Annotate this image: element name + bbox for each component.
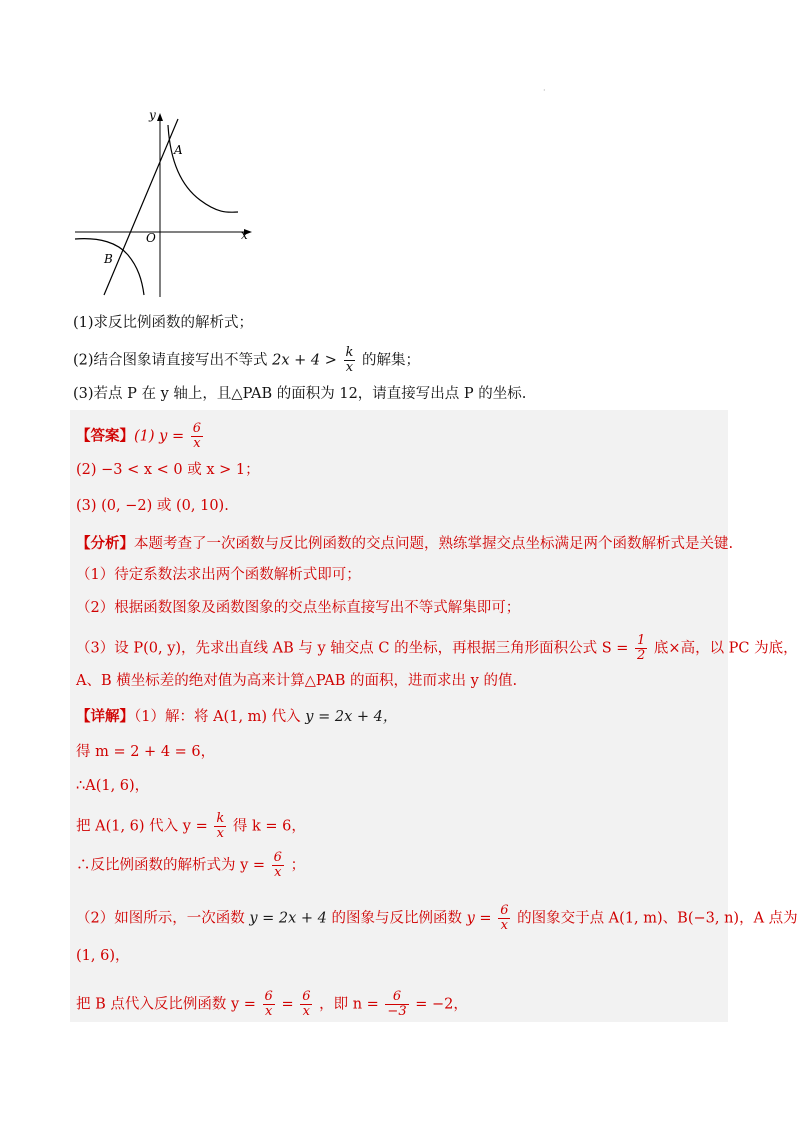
analysis-line-1 (76, 534, 733, 554)
fraction-denominator: 2 (637, 648, 646, 663)
hyperbola-branch-left (75, 239, 144, 295)
detail-line-6-linear: y = 2x + 4 (249, 910, 327, 927)
hyperbola-branch-right (168, 125, 238, 212)
analysis-line-2: （1）待定系数法求出两个函数解析式即可； (76, 567, 361, 583)
analysis-line-4 (76, 634, 798, 663)
fraction-denominator: x (216, 826, 224, 841)
fraction-6-over-x (263, 990, 275, 1019)
analysis-line-4-text: （3）设 P(0, y)，先求出直线 AB 与 y 轴交点 C 的坐标，再根据三角形面积公式 S = (76, 640, 629, 657)
answer-panel (70, 410, 798, 1022)
detail-line-8-mid: ，即 n = (319, 996, 379, 1013)
detail-line-8-suffix: = −2， (415, 996, 468, 1013)
point-b-label: B (104, 252, 113, 266)
answer-2: (2) −3 < x < 0 或 x > 1； (76, 462, 260, 478)
detail-line-4 (76, 812, 306, 841)
detail-line-1-equation: y = 2x + 4， (305, 709, 398, 725)
point-a-label: A (174, 143, 183, 157)
y-axis-label: y (149, 108, 156, 122)
analysis-text: 本题考查了一次函数与反比例函数的交点问题，熟练掌握交点坐标满足两个函数解析式是关键. (134, 536, 734, 552)
line-y-2x-4 (104, 119, 178, 295)
fraction-6-over-x (272, 851, 284, 880)
detail-line-2: 得 m = 2 + 4 = 6， (76, 744, 216, 760)
fraction-denominator: −3 (387, 1004, 407, 1019)
fraction-6-over-x (191, 422, 203, 451)
analysis-line-4-suffix: 底×高，以 PC 为底， (653, 640, 798, 657)
detail-tag: 【详解】 (76, 708, 134, 725)
question-3: (3)若点 P 在 y 轴上，且△PAB 的面积为 12，请直接写出点 P 的坐标. (73, 386, 527, 402)
answer-1 (76, 422, 205, 451)
question-2-suffix: 的解集； (362, 352, 421, 369)
question-2-text: (2)结合图象请直接写出不等式 (73, 352, 268, 369)
detail-line-6-text: （2）如图所示，一次函数 (76, 910, 245, 927)
fraction-k-over-x (344, 346, 356, 375)
function-graph (70, 105, 260, 305)
answer-tag: 【答案】 (76, 427, 134, 445)
stray-dot: · (543, 86, 546, 95)
analysis-line-5: A、B 横坐标差的绝对值为高来计算△PAB 的面积，进而求出 y 的值. (76, 673, 518, 689)
answer-3: (3) (0, −2) 或 (0, 10). (76, 498, 229, 514)
question-2-inequality: 2x + 4 > (272, 352, 337, 369)
detail-line-6-eq: y = (466, 910, 492, 927)
detail-line-1-text: （1）解：将 A(1, m) 代入 (134, 709, 301, 725)
fraction-k-over-x (214, 812, 226, 841)
fraction-6-over-neg3 (385, 990, 408, 1019)
detail-line-4-text: 把 A(1, 6) 代入 y = (76, 818, 208, 835)
x-axis-label: x (241, 228, 248, 242)
fraction-6-over-x (300, 990, 312, 1019)
detail-line-5-suffix: ； (290, 857, 306, 874)
detail-line-6-mid: 的图象与反比例函数 (331, 910, 463, 927)
answer-1-lhs: (1) y = (134, 428, 185, 445)
y-axis-arrow (157, 113, 163, 121)
fraction-numerator: 6 (302, 989, 311, 1004)
detail-line-6-suffix: 的图象交于点 A(1, m)、B(−3, n)，A 点为 (517, 910, 798, 927)
fraction-denominator: x (193, 436, 201, 451)
analysis-tag: 【分析】 (76, 535, 134, 552)
detail-line-6 (76, 904, 798, 933)
fraction-numerator: k (345, 345, 354, 360)
fraction-denominator: x (500, 918, 508, 933)
detail-line-8 (76, 990, 468, 1019)
fraction-6-over-x (498, 904, 510, 933)
fraction-numerator: 1 (637, 633, 646, 648)
detail-line-3: ∴A(1, 6)， (76, 778, 150, 794)
detail-line-7: (1, 6)， (76, 948, 130, 964)
fraction-one-half (635, 634, 647, 663)
analysis-line-3: （2）根据函数图象及函数图象的交点坐标直接写出不等式解集即可； (76, 600, 521, 616)
detail-line-4-suffix: 得 k = 6， (232, 818, 306, 835)
origin-label: O (146, 231, 156, 245)
fraction-denominator: x (274, 865, 282, 880)
question-2 (73, 346, 420, 375)
detail-line-8-text: 把 B 点代入反比例函数 y = (76, 996, 256, 1013)
fraction-numerator: 6 (264, 989, 273, 1004)
detail-line-5-text: ∴反比例函数的解析式为 y = (76, 857, 266, 874)
detail-line-5 (76, 851, 305, 880)
detail-line-1 (76, 707, 397, 727)
fraction-numerator: k (216, 811, 225, 826)
question-1: (1)求反比例函数的解析式； (73, 315, 254, 331)
fraction-numerator: 6 (273, 850, 282, 865)
fraction-numerator: 6 (192, 421, 201, 436)
fraction-denominator: x (265, 1004, 273, 1019)
fraction-numerator: 6 (385, 990, 408, 1005)
fraction-denominator: x (345, 360, 354, 375)
fraction-numerator: 6 (500, 903, 509, 918)
detail-line-8-equals: = (281, 996, 294, 1013)
fraction-denominator: x (302, 1004, 311, 1019)
